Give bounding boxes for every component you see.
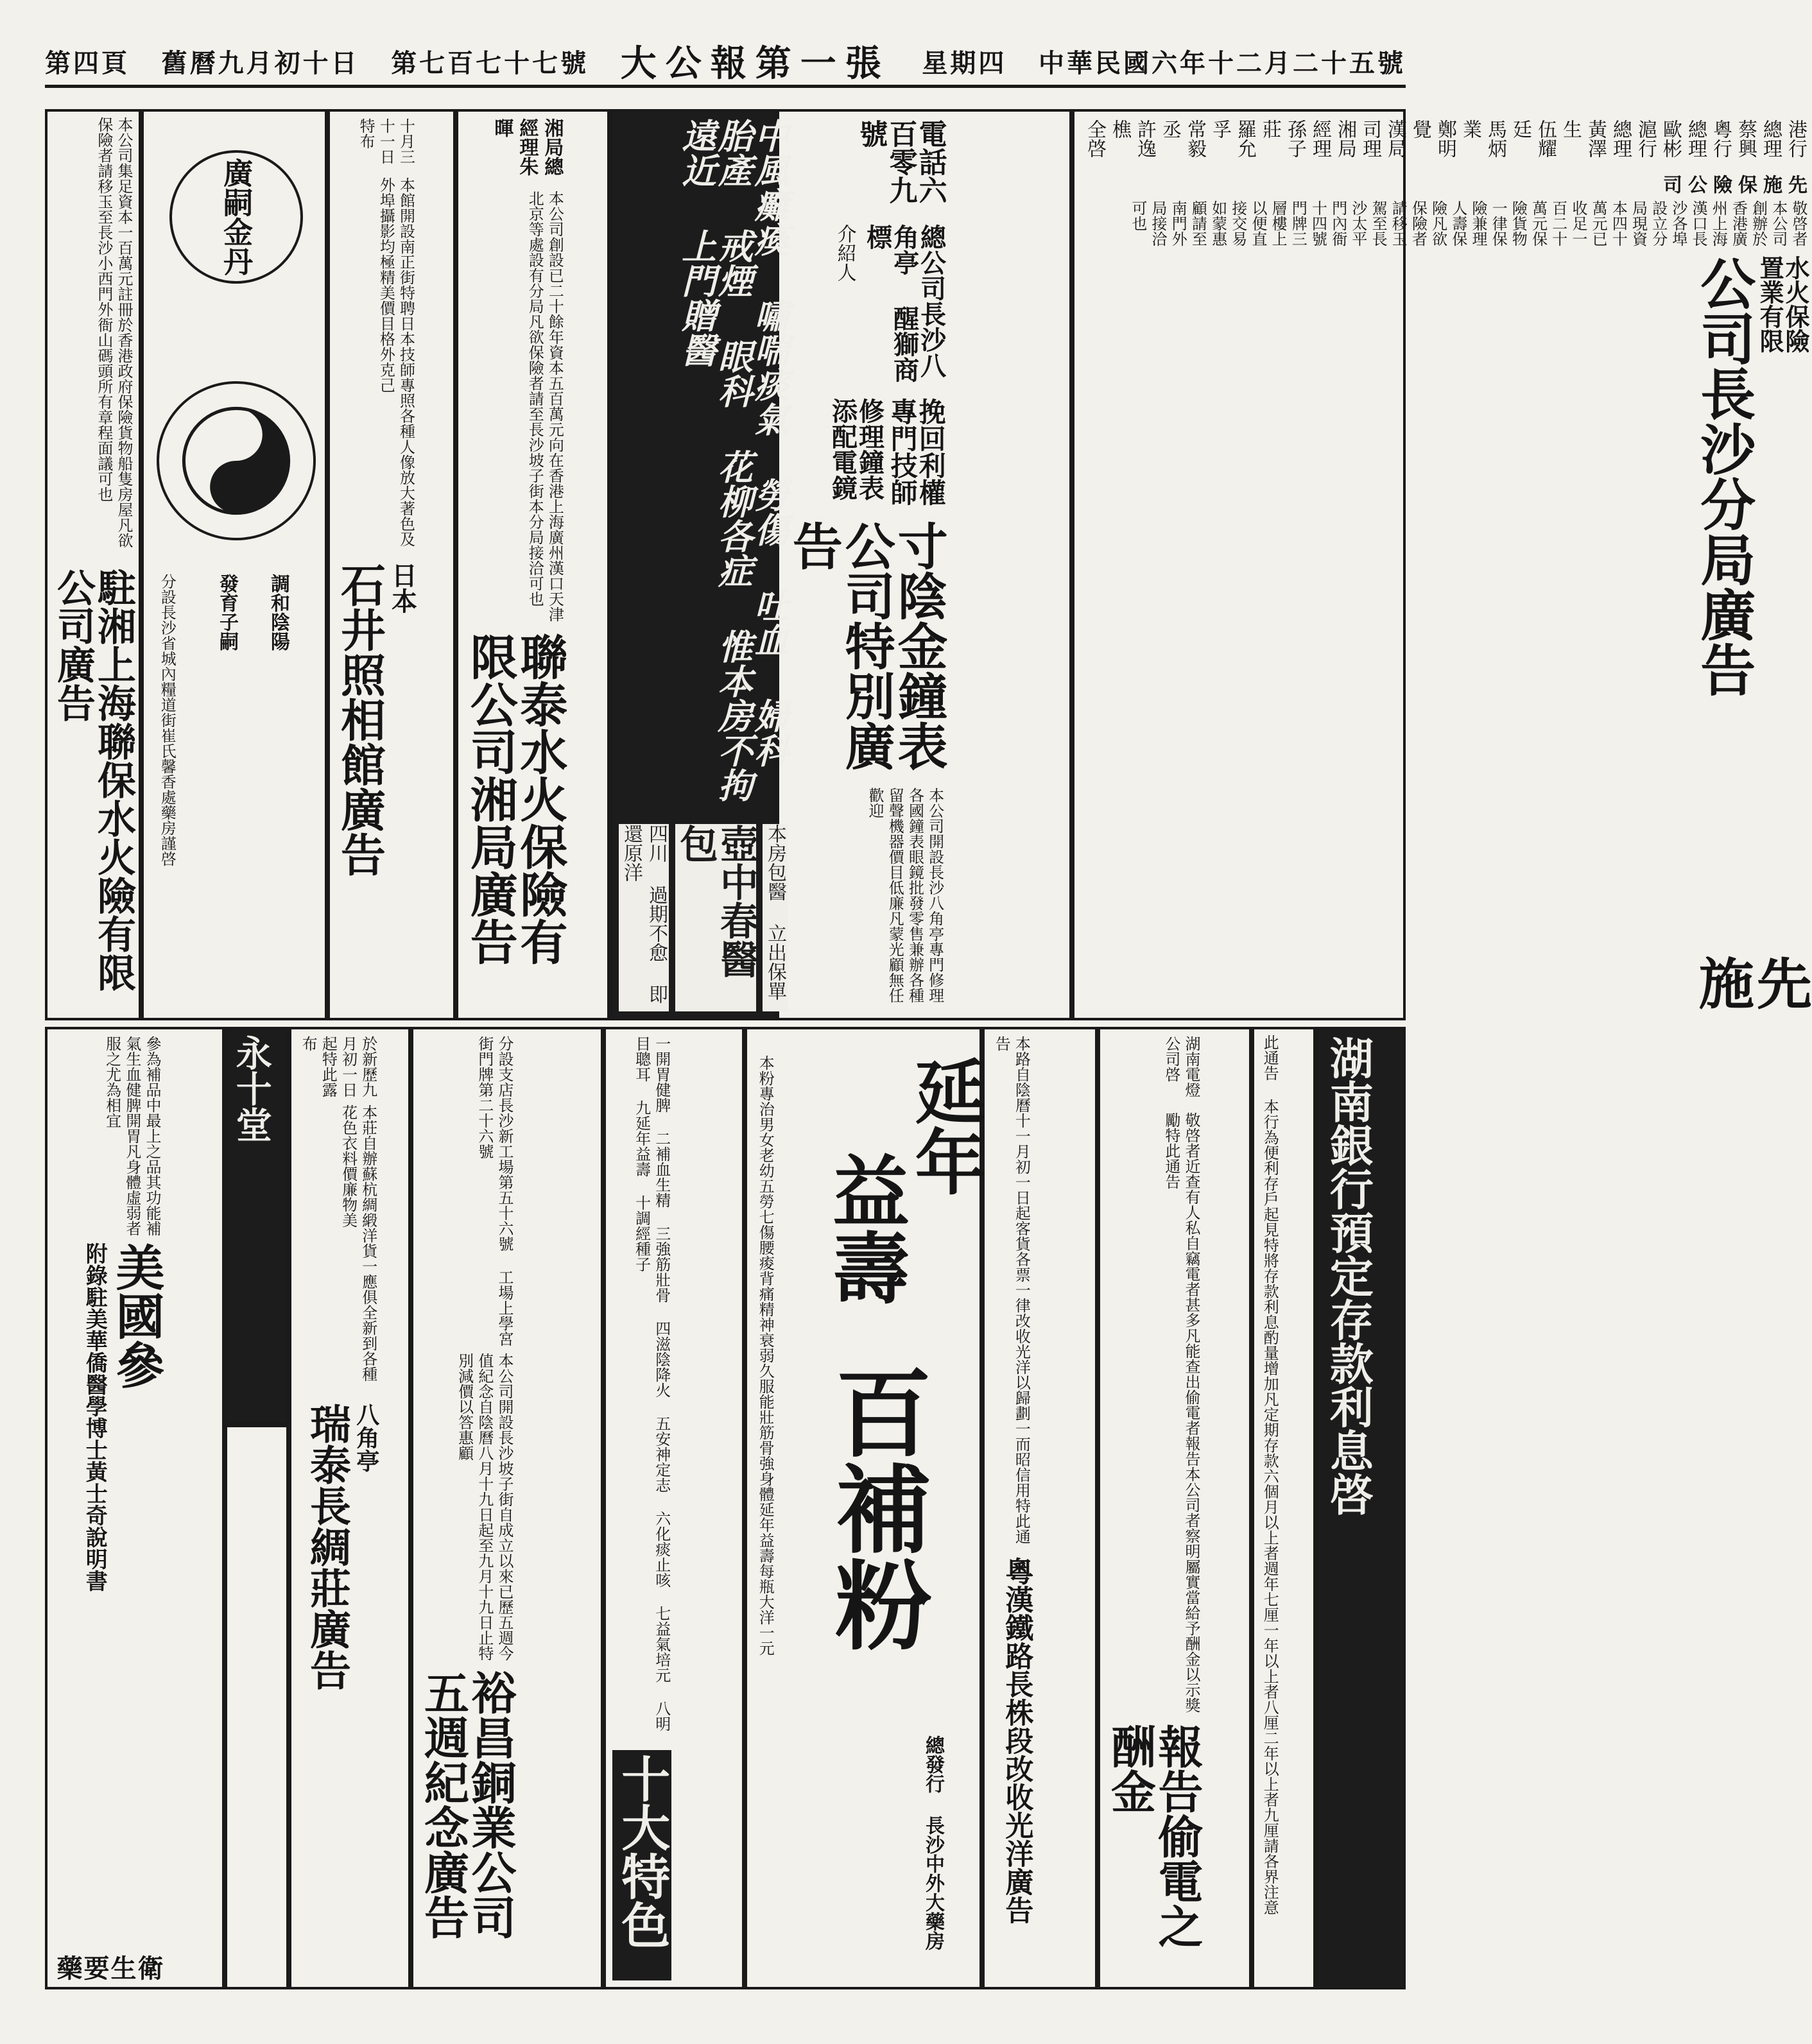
ad-yannian-c1: 延年 [903,1055,987,1196]
ad-cunyin-heading2: 挽回利權專門技師 [886,397,947,506]
ad-calligraphy-text: 永十堂 [230,1035,273,1142]
ad-yuchang-addr: 分設支店長沙新工場第五十六號 工場上學宮街門牌第二十六號 [475,1036,513,1346]
ad-yuchang-title: 裕昌銅業公司五週紀念廣告 [417,1670,517,1939]
ad-yuchang-copper [411,1027,603,1989]
ad-guangsi-line1: 調和陰陽 [267,574,289,651]
ad-shida-body: 一開胃健脾 二補血生精 三強筋壯骨 四滋陰降火 五安神定志 六化痰止咳 七益氣培元 八明目聰耳 九延年益壽 十調經種子 [632,1036,671,1731]
ad-shijing-content [333,118,418,1011]
ad-calligraphy-box [225,1027,289,1425]
ad-shida-title: 十大特色 [612,1750,671,1980]
ad-yuehan-title: 粵漢鐵路長株段改收光洋廣告 [1000,1557,1033,1925]
ad-ruitai-note: 於新歷九月初一日起特此露布 [299,1036,377,1097]
ad-cunyin-intro: 介紹人 [833,223,856,282]
ad-liantai-content [462,118,568,1011]
ad-ruitai-content [298,1036,378,1980]
ad-liantai-body: 本公司創設已二十餘年資本五百萬元向在香港上海廣州漢口天津北京等處設有分局凡欲保險者請至長沙坡子街本分局接洽可也 [526,191,564,623]
ad-cunyin-content [784,119,948,1010]
ad-electricity-sign: 湖南電燈公司啓 [1162,1035,1200,1097]
ad-ruitai-heading-col [298,1403,378,1980]
ad-cunyin-tel: 電話六百零九號 [854,119,947,204]
ad-cunyin-body: 本公司開設長沙八角亭專門修理各國鐘表眼鏡批發零售兼辦各種留聲機器價目低廉凡蒙光顧無任歡迎 [866,787,944,1004]
ad-ruitai-body: 本莊自辦蘇杭綢緞洋貨一應俱全新到各種花色衣料價廉物美 [339,1104,377,1382]
ad-yannian-body: 本粉專治男女老幼五勞七傷腰痠背痛精神衰弱久服能壯筋骨強身體延年益壽每瓶大洋一元 [756,1055,775,1656]
ad-shijing-name: 石井照相館廣告 [333,562,387,877]
ad-american-ginseng [45,1027,225,1989]
ad-ginseng-kicker: 衛生要藥 [53,1955,164,1980]
masthead: 大公報第一張 [620,42,890,85]
ad-xiansi-heading-col [1082,255,1808,949]
header-lunar-date: 舊曆九月初十日 [161,47,359,78]
ad-huzhongchun-tag: 本房包醫 立出保單 [763,824,788,1011]
ad-cunyin-title: 寸陰金鐘表公司特別廣告 [784,520,948,771]
ad-huzhongchun [610,109,790,1020]
header-weekday: 星期四 [922,47,1007,78]
ad-shijing-kicker: 日本 [387,562,418,614]
ad-calligraphy-under [225,1425,289,1989]
ad-electricity-reward [1098,1027,1252,1989]
ad-yuchang-content [417,1036,517,1980]
ad-huzhongchun-content [619,118,788,1011]
ad-ginseng-content [53,1036,165,1980]
ad-guangsi-note: 分設長沙省城內糧道街崔氏馨香處藥房謹啓 [158,574,177,866]
ad-shijing-heading-col [333,562,418,1011]
ad-cunyin-line: 修理鐘表 添配電鏡 [827,397,885,501]
ad-huzhongchun-title: 壺中春醫包 [675,824,756,1011]
ad-ginseng-sub: 附錄駐美華僑醫學博士黃士奇說明書 [82,1242,108,1592]
ad-lianbao-title: 駐湘上海聯保水火險有限公司廣告 [51,568,136,992]
ad-xiansi-heading: 公司長沙分局廣告 [1691,255,1756,697]
ad-cunyin-branch-col [787,224,945,391]
ad-liantai-signer: 湘局總經理朱暉 [490,118,564,176]
header-date: 中華民國六年十二月二十五號 [1038,47,1406,78]
ad-shijing-note: 十月三十一日特布 [357,118,415,164]
ad-ginseng-body: 參為補品中最上之品其功能補氣生血健脾開胃凡身體虛弱者服之尤為相宜 [103,1036,161,1236]
ad-xiansi-lead: 先施 [1689,955,1812,1010]
ad-guangsi-jindan [141,109,327,1020]
guangsi-title-circle [169,150,303,284]
ad-yannian-baibufen [745,1027,987,1989]
newspaper-page [45,83,1812,2002]
ad-huzhongchun-script: 中風癱瘓 嘯喘痰氣 勞傷 吐血 婦科 胎產 戒煙 眼科 花柳各症 惟本房不拘遠近 上門贈醫 [676,118,790,802]
header-page-number: 第四頁 [45,47,130,78]
ad-yuchang-body: 本公司開設長沙坡子街自成立以來已歷五週今值紀念自陰曆八月十九日起至九月十九日止特別減價以答惠顧 [455,1353,513,1661]
ad-electricity-content [1103,1035,1204,1980]
ad-ruitai-kicker: 八角亭 [352,1403,380,1472]
ad-yuehan-body: 本路自陰曆十一月初一日起客貨各票一律改收光洋以歸劃一而昭信用特此通告 [992,1036,1031,1544]
header-issue: 第七百七十七號 [391,47,589,78]
ad-yannian-c3: 百補粉 [818,1363,932,1652]
ad-guangsi-title: 廣嗣金丹 [219,158,254,276]
ad-shida-content [612,1036,671,1980]
ad-guangsi-line2: 發育子嗣 [216,574,238,651]
ad-xiansi-body: 敬啓者本公司創辦於香港廣州上海漢口長沙各埠設立分局現資本四十萬元已收足一百二十萬元保險貨物一律保險兼理人壽保險凡欲保險者請移玉駕至長沙太平門內衙十四號門牌三層樓上以便直接交易如蒙惠顧請至南門外局接洽可也 [1128,200,1808,246]
ad-hunan-bank-body: 此通告 本行為便利存戶起見特將存款利息酌量增加凡定期存款六個月以上者週年七厘一年以上者八厘二年以上者九厘請各界注意 [1261,1035,1279,1915]
ad-shida-tese [603,1027,745,1989]
ad-cunyin-clock [777,109,1072,1020]
ad-liantai-title: 聯泰水火保險有限公司湘局廣告 [462,632,568,965]
ad-yuehan-content [991,1036,1031,1980]
yinyang-emblem [157,381,316,540]
ad-lianbao-body: 本公司集足資本一百萬元註冊於香港政府保險貨物船隻房屋凡欲保險者請移玉至長沙小西門外衙山碼頭所有章程面議可也 [94,117,133,548]
ad-xiansi-content [1082,119,1812,1010]
ad-huzhongchun-head [619,824,788,1011]
yinyang-icon [182,406,291,515]
ad-yuehan-railway [982,1027,1098,1989]
ad-electricity-title: 報告偷電之酬金 [1103,1723,1204,1948]
ad-hunan-bank [1316,1027,1406,1989]
ad-cunyin-branch: 總公司長沙八角亭 醒獅商標 [862,223,947,382]
ad-ginseng-name: 美國參 [108,1242,165,1389]
ad-lianbao-content [53,117,134,1013]
ad-xiansi-insurance [1072,109,1812,1020]
ad-huzhongchun-note: 四川 過期不愈 即還原洋 [619,824,669,1011]
ad-xiansi-managers: 港行總理 蔡興 粵行總理 歐彬 滬行總理 黃澤生 伍耀廷 馬炳業 鄭明覺 漢局司理 湘局經理 孫子莊 羅允孚 常毅丞 許逸樵 全啓 [1083,119,1807,158]
ad-ginseng-name-col [54,1242,165,1948]
ad-hunan-bank-title: 湖南銀行預定存款利息啓 [1322,1036,1374,1516]
ad-xiansi-sub: 水火保險 置業有限 [1756,255,1810,353]
ad-yannian-seller: 總發行 長沙中外大藥房 [922,1735,944,1950]
ad-ruitai-title: 瑞泰長綢莊廣告 [302,1403,351,1690]
ad-xiansi-company: 先施保險公司 [1659,175,1807,194]
newspaper-header [45,39,1406,83]
ad-lianbao-insurance [45,109,141,1020]
ad-hunan-bank-body-box [1252,1027,1316,1989]
ad-electricity-body: 敬啓者近查有人私自竊電者甚多凡能查出偷電者報告本公司者察明屬實當給予酬金以示獎勵特此通告 [1162,1112,1200,1713]
ad-shijing-body: 本館開設南正街特聘日本技師專照各種人像放大著色及外埠攝影均極精美價目格外克己 [377,177,415,547]
ad-cunyin-center-col [787,398,945,515]
ad-yannian-c2: 益壽 [820,1151,910,1305]
ad-liantai-insurance [456,109,610,1020]
ad-shijing-photo [327,109,456,1020]
ad-ruitai-silk [289,1027,411,1989]
